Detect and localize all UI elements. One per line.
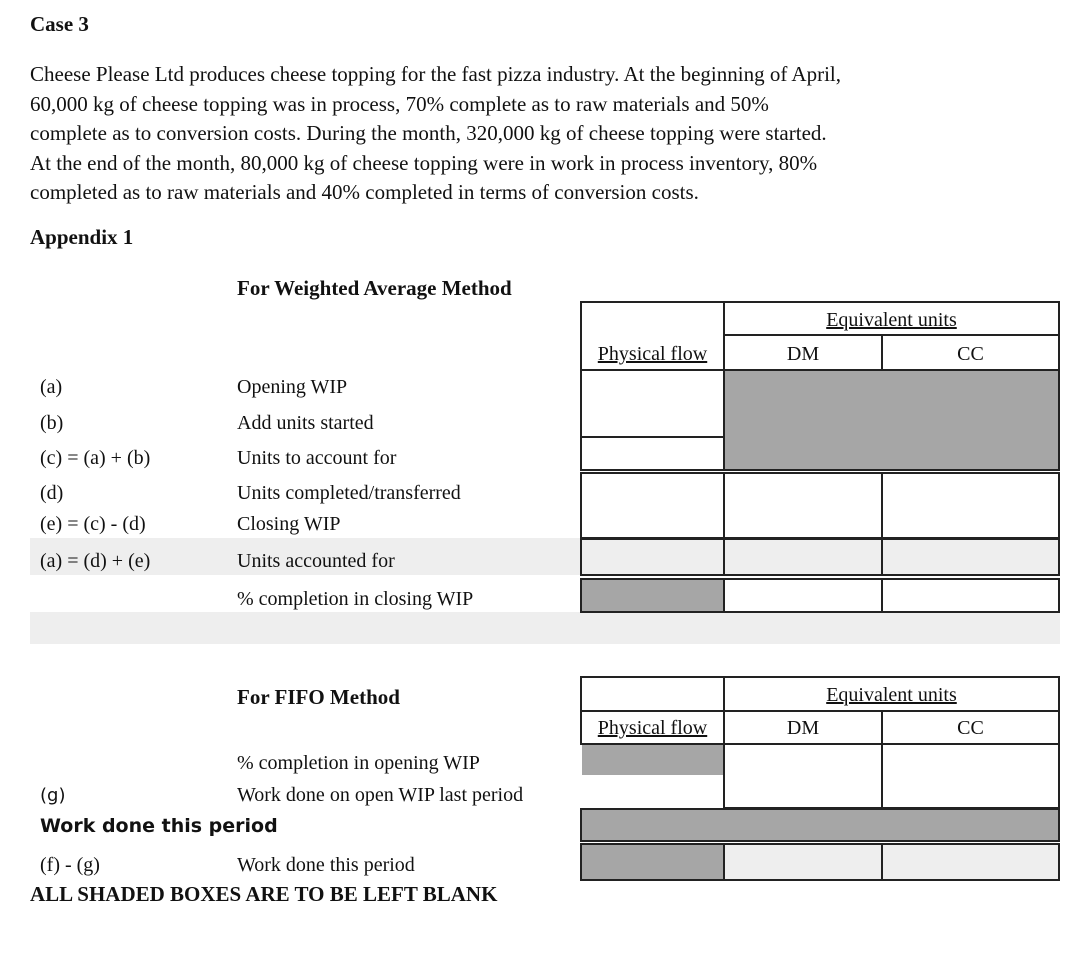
closing-completion-cc-input[interactable] — [881, 578, 1060, 613]
paragraph-line: Cheese Please Ltd produces cheese topping for the fast pizza industry. At the beginning of April, — [30, 62, 842, 86]
fifo-header-blank-cell — [580, 676, 725, 712]
row-description: Add units started — [237, 412, 374, 434]
physical-flow-header: Physical flow — [597, 343, 708, 365]
units-to-account-physical-input[interactable] — [580, 436, 725, 471]
row-description: Units accounted for — [237, 550, 395, 572]
row-description: % completion in closing WIP — [237, 588, 474, 610]
shaded-blank-box — [723, 369, 1060, 471]
row-label: (a) = (d) + (e) — [40, 550, 151, 572]
row-label: (e) = (c) - (d) — [40, 513, 146, 535]
shaded-blank-box — [580, 843, 725, 881]
fifo-opening-dm-input[interactable] — [723, 743, 883, 809]
fifo-equiv-units-header: Equivalent units — [826, 684, 957, 706]
row-description: Work done on open WIP last period — [237, 784, 524, 806]
row-label: (f) - (g) — [40, 854, 100, 876]
accounted-physical-input[interactable] — [580, 538, 725, 576]
fifo-work-done-cc-input[interactable] — [881, 843, 1060, 881]
opening-wip-physical-input[interactable] — [580, 369, 725, 438]
accounted-cc-input[interactable] — [881, 538, 1060, 576]
row-description: % completion in opening WIP — [237, 752, 480, 774]
row-description: Work done this period — [237, 854, 415, 876]
row-description: Units to account for — [237, 447, 397, 469]
fifo-opening-cc-input[interactable] — [881, 743, 1060, 809]
case-description — [30, 60, 1060, 208]
row-label: (b) — [40, 412, 64, 434]
footer-note: ALL SHADED BOXES ARE TO BE LEFT BLANK — [30, 882, 498, 906]
fifo-work-done-dm-input[interactable] — [723, 843, 883, 881]
shaded-blank-box — [580, 808, 1060, 842]
weighted-method-heading: For Weighted Average Method — [237, 276, 512, 300]
fifo-physical-flow-header: Physical flow — [597, 717, 708, 739]
paragraph-line: completed as to raw materials and 40% completed in terms of conversion costs. — [30, 180, 699, 204]
fifo-cc-header: CC — [957, 717, 984, 739]
equiv-units-header: Equivalent units — [826, 309, 957, 331]
row-label: (c) = (a) + (b) — [40, 447, 151, 469]
shaded-blank-box — [580, 578, 725, 613]
units-completed-dm-input[interactable] — [723, 472, 883, 539]
work-done-this-period-heading: Work done this period — [40, 815, 278, 837]
paragraph-line: At the end of the month, 80,000 kg of cheese topping were in work in process inventory, 80% — [30, 150, 818, 175]
closing-completion-dm-input[interactable] — [723, 578, 883, 613]
row-label: (d) — [40, 482, 64, 504]
units-completed-physical-input[interactable] — [580, 472, 725, 539]
appendix-heading: Appendix 1 — [30, 225, 134, 249]
paragraph-line: 60,000 kg of cheese topping was in process, 70% complete as to raw materials and 50% — [30, 91, 769, 116]
separator-band — [30, 612, 1060, 644]
units-completed-cc-input[interactable] — [881, 472, 1060, 539]
row-description: Opening WIP — [237, 376, 348, 398]
row-label: (g) — [40, 785, 66, 806]
paragraph-line: complete as to conversion costs. During the month, 320,000 kg of cheese topping were started. — [30, 121, 827, 145]
cc-header: CC — [957, 343, 984, 365]
row-description: Closing WIP — [237, 513, 341, 535]
accounted-dm-input[interactable] — [723, 538, 883, 576]
row-label: (a) — [40, 376, 63, 398]
row-description: Units completed/transferred — [237, 482, 461, 504]
case-title: Case 3 — [30, 12, 89, 36]
fifo-dm-header: DM — [786, 717, 820, 739]
shaded-blank-box — [582, 745, 723, 775]
dm-header: DM — [786, 343, 820, 365]
fifo-method-heading: For FIFO Method — [237, 685, 400, 709]
